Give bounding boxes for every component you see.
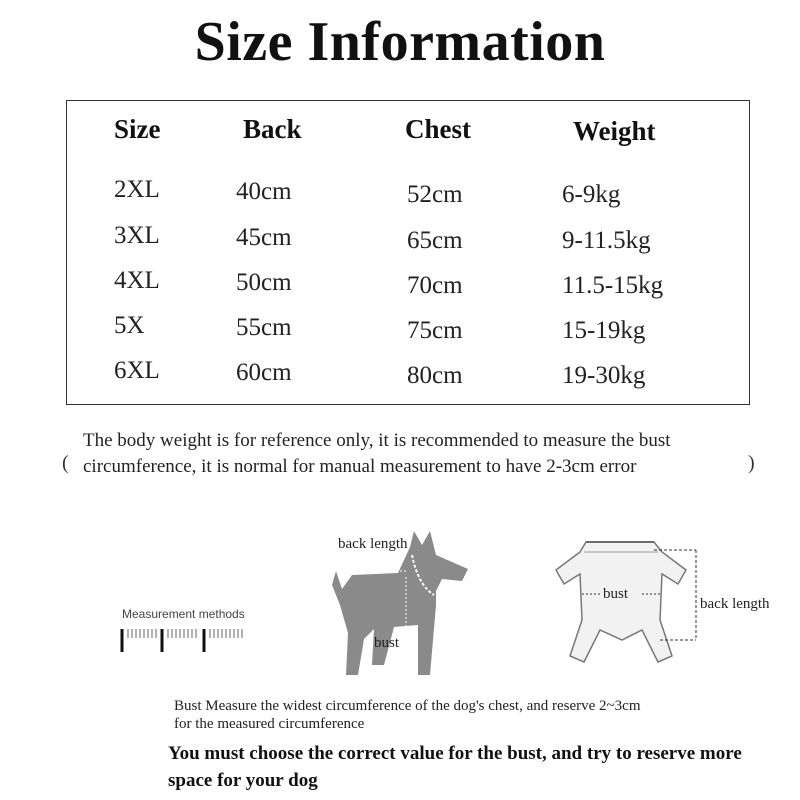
- clothing-back-length-label: back length: [700, 596, 770, 612]
- bust-instruction: Bust Measure the widest circumference of the dog's chest, and reserve 2~3cm for the measured circumference: [174, 698, 641, 732]
- note-open-paren: (: [62, 452, 69, 474]
- table-cell: 2XL: [114, 176, 160, 203]
- table-cell: 11.5-15kg: [562, 272, 664, 299]
- ruler-icon: [120, 624, 250, 654]
- clothing-bust-label: bust: [603, 586, 629, 602]
- weight-note: The body weight is for reference only, it is recommended to measure the bust circumference, it is normal for manual measurement to have 2-3cm error: [83, 430, 671, 477]
- table-cell: 50cm: [236, 269, 292, 296]
- table-cell: 9-11.5kg: [562, 227, 651, 254]
- header-size: Size: [114, 114, 161, 144]
- table-cell: 6XL: [114, 357, 160, 384]
- warning-text: You must choose the correct value for the bust, and try to reserve more space for your dog: [168, 743, 742, 791]
- table-cell: 3XL: [114, 222, 160, 249]
- table-cell: 75cm: [407, 317, 463, 344]
- table-cell: 45cm: [236, 224, 292, 251]
- table-cell: 19-30kg: [562, 362, 646, 389]
- table-cell: 60cm: [236, 359, 292, 386]
- header-chest: Chest: [405, 114, 471, 144]
- dog-bust-label: bust: [374, 635, 400, 651]
- table-cell: 5X: [114, 312, 145, 339]
- table-cell: 65cm: [407, 227, 463, 254]
- table-cell: 6-9kg: [562, 181, 621, 208]
- table-cell: 55cm: [236, 314, 292, 341]
- table-cell: 40cm: [236, 178, 292, 205]
- page-title: Size Information: [194, 11, 606, 73]
- header-weight: Weight: [573, 116, 656, 146]
- dog-back-length-label: back length: [338, 536, 408, 552]
- table-cell: 70cm: [407, 272, 463, 299]
- measurement-methods-label: Measurement methods: [122, 607, 245, 621]
- table-cell: 80cm: [407, 362, 463, 389]
- table-cell: 15-19kg: [562, 317, 646, 344]
- table-cell: 52cm: [407, 181, 463, 208]
- table-cell: 4XL: [114, 267, 160, 294]
- header-back: Back: [243, 114, 302, 144]
- dog-clothing-icon: [550, 530, 700, 680]
- note-close-paren: ): [748, 452, 755, 474]
